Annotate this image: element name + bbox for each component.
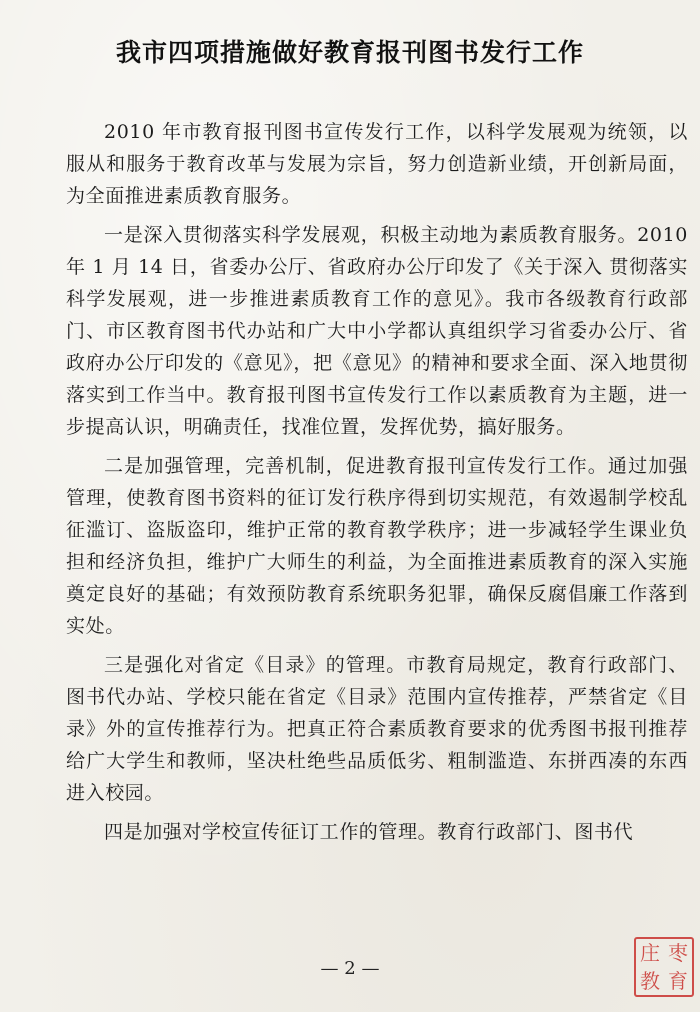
seal-char: 教 (640, 969, 660, 993)
seal-char: 枣 (668, 941, 688, 965)
paragraph-measure-1: 一是深入贯彻落实科学发展观，积极主动地为素质教育服务。2010 年 1 月 14 日，省委办公厅、省政府办公厅印发了《关于深入 贯彻落实科学发展观，进一步推进素质教育工作的意见》。我市各级教育行政部门、市区教育图书代办站和广大中小学都认真组织学习省委办公厅、省政府办公厅印发的《意见》，把《意见》的精神和要求全面、深入地贯彻落实到工作当中。教育报刊图书宣传发行工作以素质教育为主题，进一步提高认识，明确责任，找准位置，发挥优势，搞好服务。 (66, 224, 688, 438)
paragraph-measure-2: 二是加强管理，完善机制，促进教育报刊宣传发行工作。通过加强管理，使教育图书资料的征订发行秩序得到切实规范，有效遏制学校乱征滥订、盗版盗印，维护正常的教育教学秩序；进一步减轻学生课业负担和经济负担，维护广大师生的利益，为全面推进素质教育的深入实施奠定良好的基础；有效预防教育系统职务犯罪，确保反腐倡廉工作落到实处。 (66, 455, 688, 637)
document-body (66, 116, 688, 855)
seal-char: 庄 (640, 941, 660, 965)
page-number: — 2 — (320, 958, 380, 979)
seal-char: 育 (668, 969, 688, 993)
document-title: 我市四项措施做好教育报刊图书发行工作 (115, 38, 584, 67)
paragraph-measure-4: 四是加强对学校宣传征订工作的管理。教育行政部门、图书代 (104, 821, 634, 843)
paragraph-measure-3: 三是强化对省定《目录》的管理。市教育局规定，教育行政部门、图书代办站、学校只能在省定《目录》范围内宣传推荐，严禁省定《目录》外的宣传推荐行为。把真正符合素质教育要求的优秀图书报刊推荐给广大学生和教师，坚决杜绝些品质低劣、粗制滥造、东拼西凑的东西进入校园。 (66, 654, 688, 804)
paragraph-intro: 2010 年市教育报刊图书宣传发行工作，以科学发展观为统领，以服从和服务于教育改革与发展为宗旨，努力创造新业绩，开创新局面，为全面推进素质教育服务。 (66, 121, 688, 207)
red-seal-stamp (634, 937, 694, 997)
